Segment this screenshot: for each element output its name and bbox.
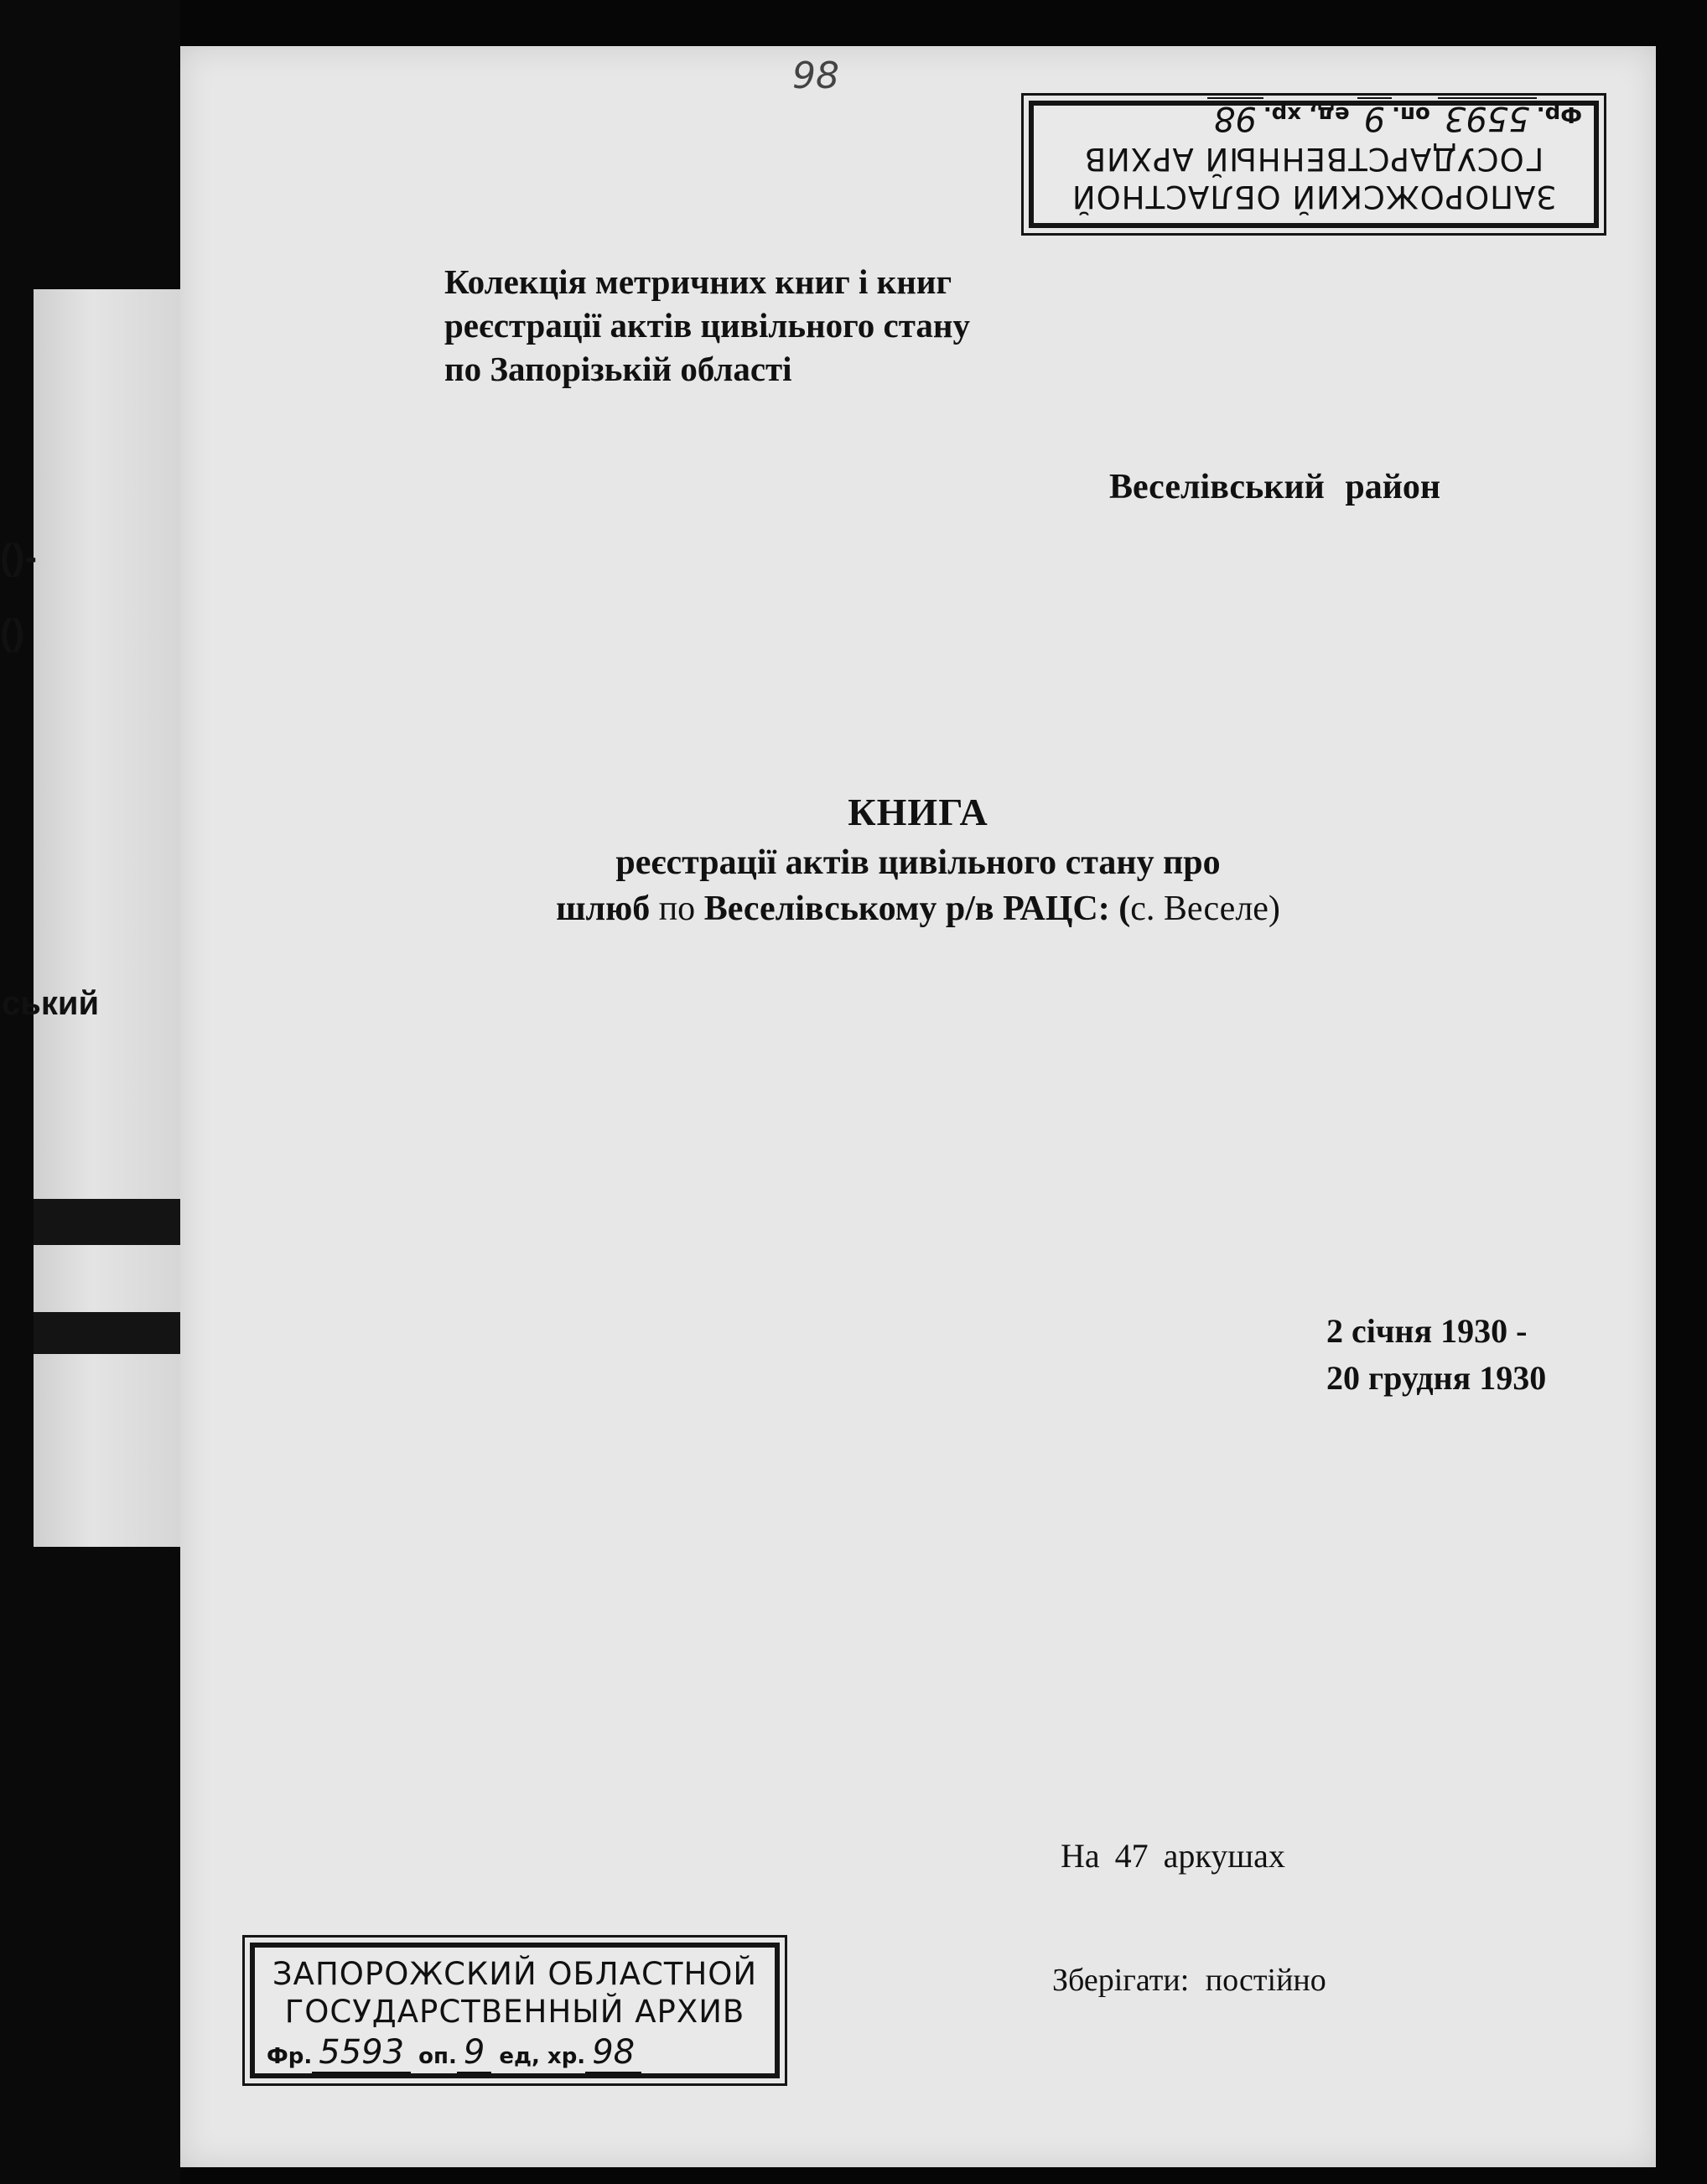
binding-spine	[0, 0, 180, 2184]
stamp-inventory-label: оп.	[418, 2044, 457, 2069]
archive-stamp-top	[1029, 101, 1599, 228]
collection-line: по Запорізькій області	[444, 350, 792, 388]
subtitle-part: Веселівському р/в РАЦС: (	[695, 890, 1131, 928]
book-subtitle-line-2	[180, 889, 1656, 929]
collection-heading	[444, 260, 970, 391]
spine-label	[34, 289, 183, 1547]
spine-band	[34, 1312, 180, 1354]
stamp-fund-label: Фр.	[1536, 101, 1582, 127]
stamp-inventory: 9	[1357, 97, 1392, 137]
stamp-inventory: 9	[457, 2033, 491, 2073]
collection-line: реєстрації актів цивільного стану	[444, 306, 970, 345]
book-subtitle-line-1: реєстрації актів цивільного стану про	[615, 843, 1221, 882]
date-to: 20 грудня 1930	[1326, 1359, 1547, 1397]
spine-fragment-top: ()-	[0, 537, 37, 578]
stamp-fund: 5593	[312, 2033, 411, 2073]
stamp-item: 98	[1207, 97, 1263, 137]
date-from: 2 січня 1930 -	[1326, 1312, 1528, 1350]
document-page	[180, 46, 1656, 2167]
spine-fragment-mid: ()	[0, 612, 25, 653]
stamp-line-2: ГОСУДАРСТВЕННЫЙ АРХИВ	[1083, 141, 1544, 177]
district-name: Веселівський район	[1109, 468, 1441, 506]
archive-stamp-bottom	[250, 1943, 780, 2078]
folio-number: 98	[792, 54, 839, 97]
stamp-item: 98	[585, 2033, 641, 2073]
stamp-inventory-label: оп.	[1392, 101, 1430, 127]
stamp-line-2: ГОСУДАРСТВЕННЫЙ АРХИВ	[284, 1994, 745, 2030]
stamp-item-label: ед, хр.	[499, 2044, 586, 2069]
sheet-count: На 47 аркушах	[1061, 1837, 1285, 1875]
stamp-item-label: ед, хр.	[1263, 101, 1350, 127]
stamp-reference	[1034, 97, 1594, 137]
stamp-fund-label: Фр.	[267, 2044, 313, 2069]
book-title: КНИГА	[848, 791, 988, 833]
subtitle-part: по	[658, 890, 696, 928]
spine-band	[34, 1199, 180, 1245]
subtitle-part: шлюб	[556, 890, 659, 928]
subtitle-part: с. Веселе)	[1130, 890, 1280, 928]
spine-label-text: ський	[2, 985, 100, 1022]
stamp-fund: 5593	[1438, 97, 1537, 137]
stamp-reference	[255, 2033, 775, 2073]
stamp-line-1: ЗАПОРОЖСКИЙ ОБЛАСТНОЙ	[1071, 179, 1557, 215]
collection-line: Колекція метричних книг і книг	[444, 262, 952, 301]
storage-term: Зберігати: постійно	[1052, 1963, 1326, 1998]
stamp-line-1: ЗАПОРОЖСКИЙ ОБЛАСТНОЙ	[272, 1956, 758, 1992]
date-range	[1326, 1308, 1546, 1402]
